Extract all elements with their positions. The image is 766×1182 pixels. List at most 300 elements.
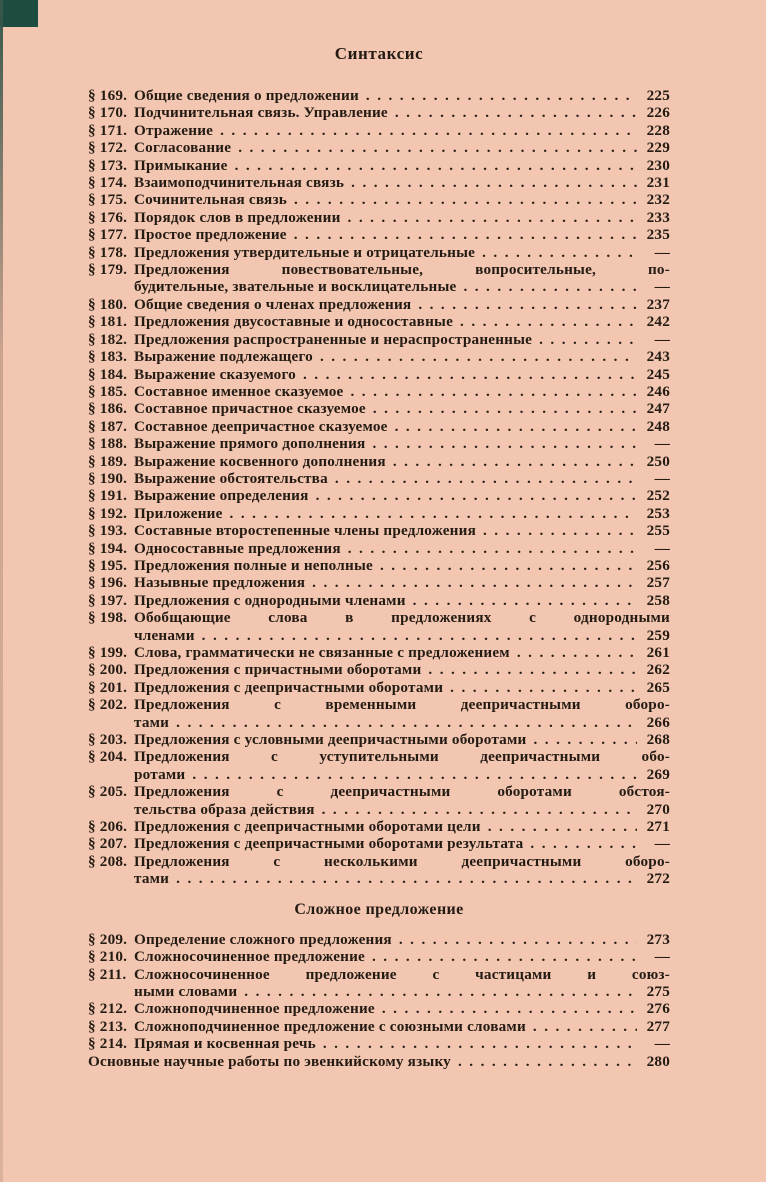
- toc-entry: [88, 383, 670, 400]
- dot-leader: [395, 418, 637, 435]
- entry-body: [134, 261, 670, 296]
- toc-entry: [88, 1018, 670, 1035]
- entry-title-line: [134, 400, 670, 417]
- page-number: 237: [646, 295, 670, 313]
- page-number: —: [654, 243, 670, 261]
- entry-title-line: [134, 331, 670, 348]
- entry-title-line: [134, 644, 670, 661]
- page-number: 277: [646, 1017, 670, 1035]
- entry-body: [134, 87, 670, 104]
- toc-entry: [88, 1035, 670, 1052]
- entry-body: [134, 783, 670, 818]
- entry-body: [88, 1053, 670, 1070]
- entry-title: Основные научные работы по эвенкийскому языку: [88, 1052, 451, 1070]
- entry-title: Предложения с однородными членами: [134, 591, 406, 609]
- entry-title-line: [134, 557, 670, 574]
- dot-leader: [192, 766, 637, 783]
- dot-leader: [393, 453, 637, 470]
- entry-title: Подчинительная связь. Управление: [134, 104, 388, 122]
- dot-leader: [316, 487, 637, 504]
- page-number: 259: [646, 626, 670, 644]
- toc-entry: [88, 209, 670, 226]
- entry-title: Предложения с деепричастными оборотами: [134, 678, 444, 696]
- dot-leader: [322, 801, 637, 818]
- entry-body: [134, 331, 670, 348]
- entry-title: Определение сложного предложения: [134, 930, 392, 948]
- entry-title: Предложения двусоставные и односоставные: [134, 313, 454, 331]
- page-number: 228: [646, 121, 670, 139]
- entry-body: [134, 948, 670, 965]
- entry-body: [134, 748, 670, 783]
- page-number: —: [654, 539, 670, 557]
- toc-list-complex-sentence: [88, 931, 670, 1070]
- section-number: § 214.: [88, 1035, 128, 1053]
- toc-entry: [88, 948, 670, 965]
- entry-title: Общие сведения о членах предложения: [134, 295, 412, 313]
- entry-title: Слова, грамматически не связанные с предложением: [134, 644, 510, 661]
- entry-title: Односоставные предложения: [134, 539, 341, 557]
- toc-entry: [88, 931, 670, 948]
- section-number: § 211.: [88, 965, 127, 983]
- entry-title-line: [134, 931, 670, 948]
- entry-body: [134, 818, 670, 835]
- entry-title: Сложносочиненное предложение: [134, 948, 365, 966]
- entry-title-line: [134, 540, 670, 557]
- entry-title-line: [134, 191, 670, 208]
- entry-body: [134, 313, 670, 330]
- section-number: § 179.: [88, 261, 128, 279]
- toc-entry: [88, 261, 670, 296]
- entry-body: [134, 696, 670, 731]
- entry-body: [134, 522, 670, 539]
- toc-entry: [88, 331, 670, 348]
- page-number: —: [654, 330, 670, 348]
- page-number: —: [654, 469, 670, 487]
- page-number: 266: [646, 713, 670, 731]
- entry-title-line: Обобщающие слова в предложениях с однородными: [134, 609, 670, 627]
- dot-leader: [202, 627, 637, 644]
- toc-entry: [88, 505, 670, 522]
- entry-title: Простое предложение: [134, 226, 287, 244]
- section-number: § 176.: [88, 208, 128, 226]
- dot-leader: [530, 835, 637, 852]
- entry-title-line: [134, 418, 670, 435]
- entry-body: [134, 244, 670, 261]
- section-number: § 213.: [88, 1017, 128, 1035]
- entry-title-line: [134, 226, 670, 243]
- page-number: 272: [646, 870, 670, 888]
- toc-entry: [88, 1000, 670, 1017]
- page-number: 268: [646, 731, 670, 749]
- toc-entry: [88, 104, 670, 121]
- dot-leader: [348, 540, 637, 557]
- entry-title-line: [134, 383, 670, 400]
- entry-title: будительные, звательные и восклицательные: [134, 278, 457, 296]
- toc-entry: [88, 244, 670, 261]
- page-content: [88, 44, 670, 1070]
- entry-title-line: [134, 731, 670, 748]
- section-number: § 171.: [88, 121, 128, 139]
- dot-leader: [482, 244, 637, 261]
- entry-title: Предложения с причастными оборотами: [134, 661, 422, 679]
- entry-title-line: [134, 453, 670, 470]
- dot-leader: [348, 209, 637, 226]
- entry-body: [134, 1035, 670, 1052]
- dot-leader: [488, 818, 637, 835]
- page-number: 246: [646, 382, 670, 400]
- dot-leader: [413, 592, 637, 609]
- page-number: 253: [646, 504, 670, 522]
- entry-title-line: [134, 818, 670, 835]
- entry-title-line: [134, 835, 670, 852]
- toc-entry: [88, 366, 670, 383]
- dot-leader: [458, 1053, 637, 1070]
- entry-title: Выражение определения: [134, 487, 309, 505]
- entry-title: Взаимоподчинительная связь: [134, 174, 345, 192]
- dot-leader: [335, 470, 637, 487]
- section-number: § 170.: [88, 104, 128, 122]
- toc-entry: [88, 592, 670, 609]
- page-number: —: [654, 948, 670, 966]
- entry-body: [134, 418, 670, 435]
- page-number: 258: [646, 591, 670, 609]
- section-number: § 205.: [88, 783, 128, 801]
- entry-title: Составное причастное сказуемое: [134, 400, 366, 418]
- page-number: 229: [646, 139, 670, 157]
- dot-leader: [463, 278, 637, 295]
- toc-entry: [88, 313, 670, 330]
- entry-title-line: [134, 348, 670, 365]
- dot-leader: [373, 400, 637, 417]
- dot-leader: [533, 1018, 637, 1035]
- page-number: 271: [646, 818, 670, 836]
- entry-title-line: Предложения с несколькими деепричастными оборо-: [134, 852, 670, 870]
- section-number: § 191.: [88, 487, 128, 505]
- section-number: § 196.: [88, 574, 128, 592]
- page-number: 261: [646, 644, 670, 661]
- page-number: 275: [646, 982, 670, 1000]
- entry-title: Выражение косвенного дополнения: [134, 452, 386, 470]
- page-number: —: [654, 835, 670, 853]
- entry-title-line: [134, 122, 670, 139]
- page-number: —: [654, 1035, 670, 1053]
- entry-body: [134, 435, 670, 452]
- page-number: 250: [646, 452, 670, 470]
- entry-title-line: Предложения повествовательные, вопросительные, по-: [134, 261, 670, 279]
- toc-entry: [88, 679, 670, 696]
- entry-body: [134, 540, 670, 557]
- dot-leader: [428, 661, 637, 678]
- toc-entry: [88, 696, 670, 731]
- page-number: 248: [646, 417, 670, 435]
- entry-title-line: [134, 470, 670, 487]
- section-number: § 186.: [88, 400, 128, 418]
- toc-entry: [88, 522, 670, 539]
- entry-title-line: [134, 435, 670, 452]
- dot-leader: [533, 731, 637, 748]
- entry-title: Выражение обстоятельства: [134, 469, 328, 487]
- section-number: § 183.: [88, 348, 128, 366]
- toc-entry: [88, 139, 670, 156]
- section-number: § 199.: [88, 644, 128, 661]
- toc-entry: [88, 540, 670, 557]
- toc-entry: [88, 418, 670, 435]
- section-number: § 212.: [88, 1000, 128, 1018]
- toc-entry: [88, 191, 670, 208]
- entry-title-line: [134, 948, 670, 965]
- toc-entry: [88, 470, 670, 487]
- page-number: 231: [646, 174, 670, 192]
- toc-entry: [88, 748, 670, 783]
- section-number: § 182.: [88, 330, 128, 348]
- page-number: 265: [646, 678, 670, 696]
- dot-leader: [230, 505, 637, 522]
- entry-body: [134, 191, 670, 208]
- entry-body: [134, 661, 670, 678]
- dot-leader: [372, 948, 637, 965]
- section-number: § 195.: [88, 556, 128, 574]
- dot-leader: [323, 1035, 637, 1052]
- entry-title: Сочинительная связь: [134, 191, 287, 209]
- entry-body: [134, 609, 670, 644]
- entry-body: [134, 1000, 670, 1017]
- entry-body: [134, 592, 670, 609]
- section-number: § 203.: [88, 731, 128, 749]
- entry-title-line: [134, 592, 670, 609]
- page-number: 269: [646, 765, 670, 783]
- entry-title: членами: [134, 626, 195, 644]
- entry-title: Сложноподчиненное предложение с союзными словами: [134, 1017, 526, 1035]
- section-number: § 204.: [88, 748, 128, 766]
- section-number: § 192.: [88, 504, 128, 522]
- entry-title-line: Сложносочиненное предложение с частицами и союз-: [134, 965, 670, 983]
- entry-title-line: [134, 487, 670, 504]
- section-number: § 197.: [88, 591, 128, 609]
- entry-body: [134, 1018, 670, 1035]
- entry-title: Составное именное сказуемое: [134, 382, 344, 400]
- toc-entry: [88, 835, 670, 852]
- entry-title: Предложения утвердительные и отрицательные: [134, 243, 476, 261]
- toc-entry: [88, 966, 670, 1001]
- dot-leader: [483, 522, 637, 539]
- entry-body: [134, 679, 670, 696]
- entry-title-line: [134, 278, 670, 295]
- page-number: 270: [646, 800, 670, 818]
- entry-title-line: [134, 366, 670, 383]
- page-number: 235: [646, 226, 670, 244]
- entry-title: Составные второстепенные члены предложения: [134, 522, 476, 540]
- dot-leader: [450, 679, 637, 696]
- entry-body: [134, 174, 670, 191]
- section-number: § 198.: [88, 609, 128, 627]
- dot-leader: [176, 870, 637, 887]
- entry-title: Сложноподчиненное предложение: [134, 1000, 375, 1018]
- entry-title: Примыкание: [134, 156, 228, 174]
- section-number: § 175.: [88, 191, 128, 209]
- entry-title: Общие сведения о предложении: [134, 87, 359, 104]
- section-number: § 178.: [88, 243, 128, 261]
- entry-title: Составное деепричастное сказуемое: [134, 417, 388, 435]
- dot-leader: [312, 574, 637, 591]
- entry-title-line: [134, 104, 670, 121]
- toc-list-syntax: [88, 87, 670, 888]
- page-number: 262: [646, 661, 670, 679]
- toc-entry: [88, 453, 670, 470]
- entry-title-line: [134, 522, 670, 539]
- entry-body: [134, 931, 670, 948]
- page-number: 255: [646, 522, 670, 540]
- entry-title: Предложения полные и неполные: [134, 556, 373, 574]
- entry-body: [134, 383, 670, 400]
- toc-entry: [88, 487, 670, 504]
- entry-title: ными словами: [134, 982, 238, 1000]
- entry-title-line: [134, 1018, 670, 1035]
- entry-body: [134, 104, 670, 121]
- page-number: 230: [646, 156, 670, 174]
- entry-body: [134, 966, 670, 1001]
- entry-body: [134, 487, 670, 504]
- entry-title-line: [134, 714, 670, 731]
- entry-body: [134, 157, 670, 174]
- dot-leader: [366, 87, 637, 104]
- entry-title-line: [134, 174, 670, 191]
- entry-title: Предложения с деепричастными оборотами результата: [134, 835, 524, 853]
- dot-leader: [238, 139, 637, 156]
- dot-leader: [539, 331, 637, 348]
- subsection-title: Сложное предложение: [294, 900, 464, 918]
- page-number: 247: [646, 400, 670, 418]
- entry-body: [134, 348, 670, 365]
- entry-title: Выражение подлежащего: [134, 348, 313, 366]
- entry-title: Предложения распространенные и нераспространенные: [134, 330, 533, 348]
- dot-leader: [350, 383, 637, 400]
- section-number: § 194.: [88, 539, 128, 557]
- entry-body: [134, 453, 670, 470]
- page-number: 233: [646, 208, 670, 226]
- entry-title-line: [134, 661, 670, 678]
- toc-entry: [88, 661, 670, 678]
- entry-title-line: [134, 679, 670, 696]
- section-number: § 181.: [88, 313, 128, 331]
- entry-body: [134, 644, 670, 661]
- toc-entry: [88, 609, 670, 644]
- entry-title-line: Предложения с временными деепричастными оборо-: [134, 696, 670, 714]
- entry-body: [134, 122, 670, 139]
- entry-title-line: [134, 1035, 670, 1052]
- entry-title-line: [134, 87, 670, 104]
- section-number: § 207.: [88, 835, 128, 853]
- toc-entry: [88, 87, 670, 104]
- entry-title: Назывные предложения: [134, 574, 306, 592]
- page-number: 257: [646, 574, 670, 592]
- entry-body: [134, 226, 670, 243]
- page-number: 232: [646, 191, 670, 209]
- toc-entry: [88, 818, 670, 835]
- entry-title: Порядок слов в предложении: [134, 208, 341, 226]
- page-number: 252: [646, 487, 670, 505]
- dot-leader: [517, 644, 637, 661]
- dot-leader: [372, 435, 637, 452]
- entry-title-line: [88, 1053, 670, 1070]
- section-number: § 187.: [88, 417, 128, 435]
- entry-title: Согласование: [134, 139, 232, 157]
- section-number: § 180.: [88, 295, 128, 313]
- section-number: § 188.: [88, 435, 128, 453]
- dot-leader: [235, 157, 637, 174]
- section-number: § 177.: [88, 226, 128, 244]
- entry-title-line: [134, 801, 670, 818]
- entry-title-line: Предложения с деепричастными оборотами обстоя-: [134, 783, 670, 801]
- section-number: § 201.: [88, 678, 128, 696]
- dot-leader: [351, 174, 637, 191]
- entry-body: [134, 296, 670, 313]
- section-number: § 193.: [88, 522, 128, 540]
- entry-body: [134, 731, 670, 748]
- entry-title: Выражение прямого дополнения: [134, 435, 366, 453]
- entry-body: [134, 400, 670, 417]
- page-number: 245: [646, 365, 670, 383]
- dot-leader: [294, 191, 637, 208]
- page-number: 273: [646, 930, 670, 948]
- entry-title-line: [134, 157, 670, 174]
- scan-edge-artifact: [0, 0, 3, 1182]
- toc-entry: [88, 122, 670, 139]
- page-number: 256: [646, 556, 670, 574]
- page-number: 243: [646, 348, 670, 366]
- entry-body: [134, 470, 670, 487]
- entry-body: [134, 835, 670, 852]
- dot-leader: [303, 366, 637, 383]
- entry-body: [134, 853, 670, 888]
- entry-title-line: [134, 1000, 670, 1017]
- entry-body: [134, 574, 670, 591]
- toc-entry: [88, 783, 670, 818]
- dot-leader: [380, 557, 637, 574]
- page-number: 276: [646, 1000, 670, 1018]
- toc-entry: [88, 174, 670, 191]
- entry-title-line: Предложения с уступительными деепричастными обо-: [134, 748, 670, 766]
- page-number: —: [654, 278, 670, 296]
- page-number: 226: [646, 104, 670, 122]
- page-number: 225: [646, 87, 670, 104]
- entry-title: Выражение сказуемого: [134, 365, 296, 383]
- entry-title: тельства образа действия: [134, 800, 315, 818]
- entry-title-line: [134, 313, 670, 330]
- entry-title-line: [134, 574, 670, 591]
- dot-leader: [244, 983, 637, 1000]
- entry-title: Предложения с деепричастными оборотами цели: [134, 818, 481, 836]
- entry-title: Прямая и косвенная речь: [134, 1035, 316, 1053]
- section-number: § 173.: [88, 156, 128, 174]
- section-number: § 189.: [88, 452, 128, 470]
- section-number: § 209.: [88, 930, 128, 948]
- entry-title-line: [134, 870, 670, 887]
- dot-leader: [320, 348, 637, 365]
- dot-leader: [418, 296, 637, 313]
- entry-title: Предложения с условными деепричастными оборотами: [134, 731, 527, 749]
- section-number: § 200.: [88, 661, 128, 679]
- dot-leader: [294, 226, 637, 243]
- toc-entry: [88, 348, 670, 365]
- toc-entry: [88, 853, 670, 888]
- dot-leader: [399, 931, 637, 948]
- entry-title: тами: [134, 870, 170, 888]
- entry-title-line: [134, 627, 670, 644]
- page-number: —: [654, 435, 670, 453]
- toc-entry: [88, 1053, 670, 1070]
- section-number: § 184.: [88, 365, 128, 383]
- entry-title-line: [134, 209, 670, 226]
